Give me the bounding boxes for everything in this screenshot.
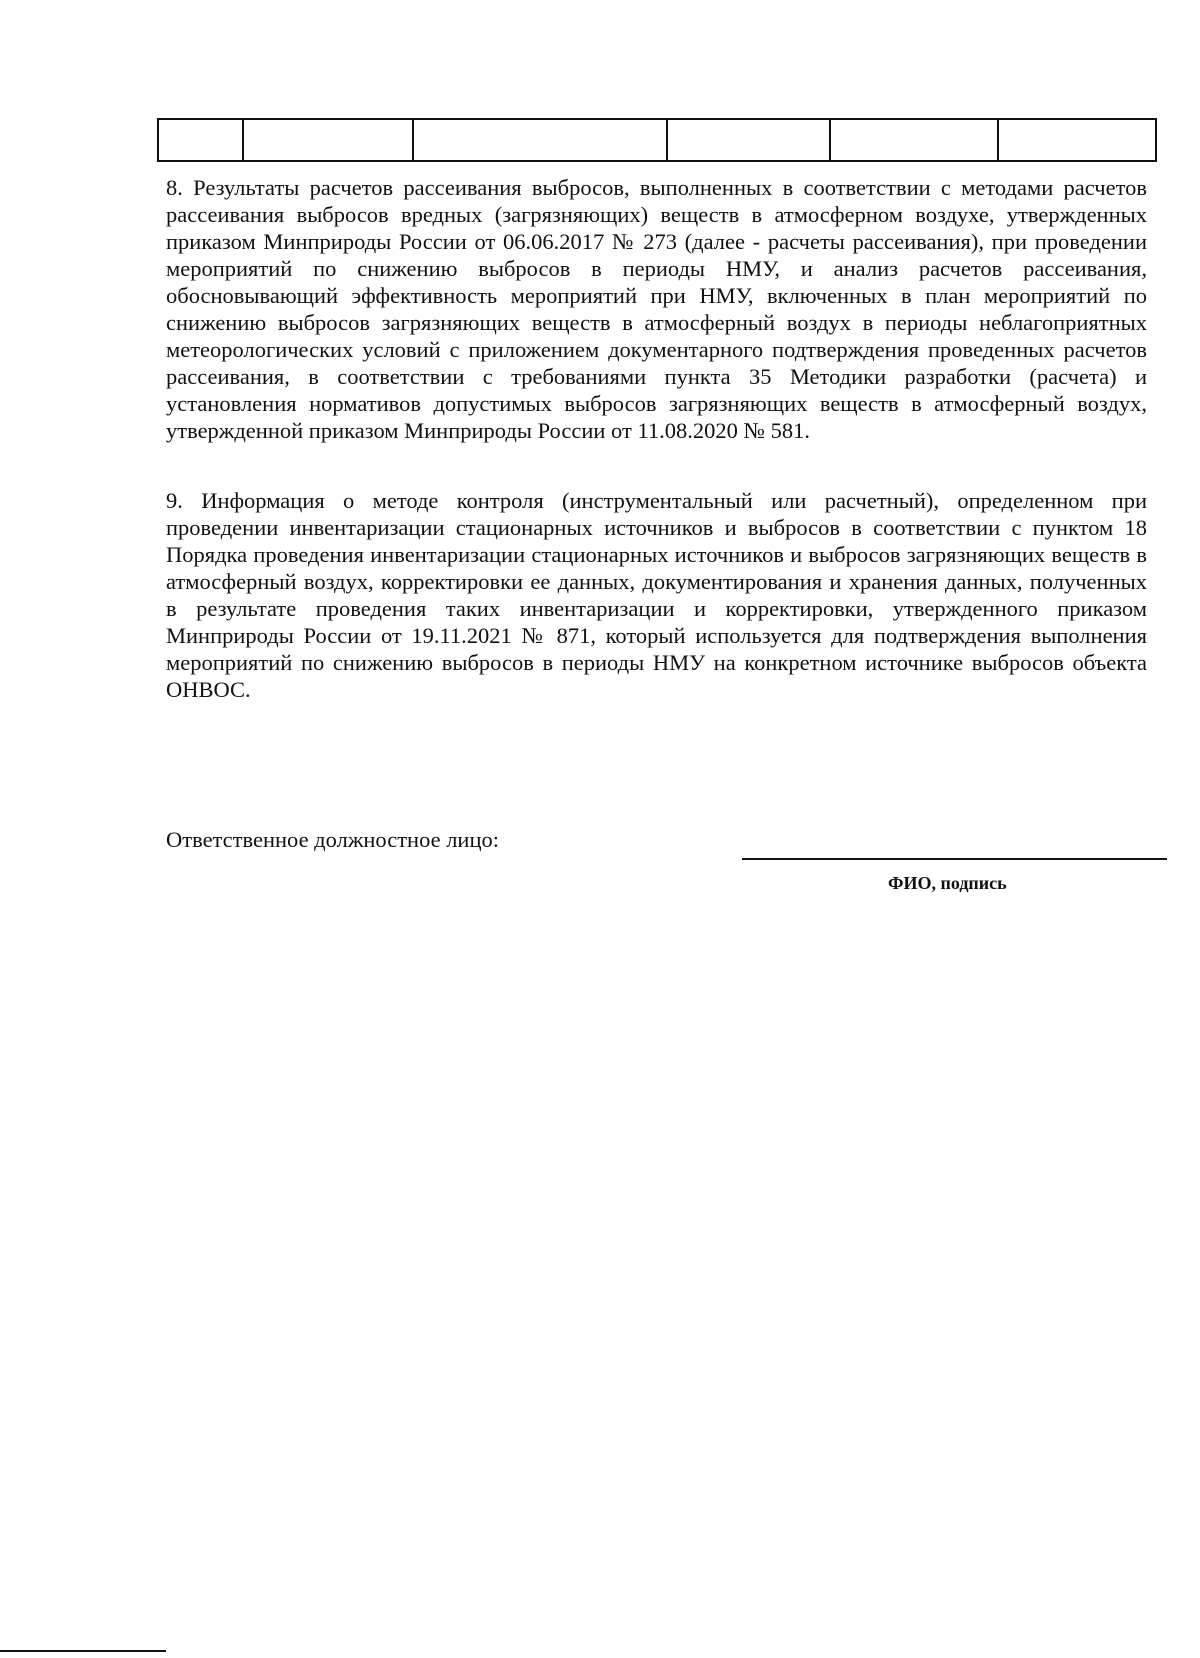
scan-edge-mark	[0, 1650, 166, 1652]
table-cell	[998, 119, 1156, 161]
table-cell	[413, 119, 667, 161]
table-cell	[667, 119, 830, 161]
table-cell	[243, 119, 413, 161]
paragraph-9: 9. Информация о методе контроля (инструментальный или расчетный), определенном при проведении инвентаризации стационарных источников и выбросов в соответствии с пунктом 18 Порядка проведения инвентаризации стационарных источников и выбросов загрязняющих веществ в атмосферный воздух, корректировки ее данных, документирования и хранения данных, полученных в результате проведения таких инвентаризации и корректировки, утвержденного приказом Минприроды России от 19.11.2021 № 871, который используется для подтверждения выполнения мероприятий по снижению выбросов в периоды НМУ на конкретном источнике выбросов объекта ОНВОС.	[166, 488, 1147, 702]
table-cell	[830, 119, 998, 161]
paragraph-8: 8. Результаты расчетов рассеивания выбросов, выполненных в соответствии с методами расчетов рассеивания выбросов вредных (загрязняющих) веществ в атмосферном воздухе, утвержденных приказом Минприроды России от 06.06.2017 № 273 (далее - расчеты рассеивания), при проведении мероприятий по снижению выбросов в периоды НМУ, и анализ расчетов рассеивания, обосновывающий эффективность мероприятий при НМУ, включенных в план мероприятий по снижению выбросов загрязняющих веществ в атмосферный воздух в периоды неблагоприятных метеорологических условий с приложением документарного подтверждения проведенных расчетов рассеивания, в соответствии с требованиями пункта 35 Методики разработки (расчета) и установления нормативов допустимых выбросов загрязняющих веществ в атмосферный воздух, утвержденной приказом Минприроды России от 11.08.2020 № 581.	[166, 175, 1147, 443]
signature-line	[742, 858, 1167, 860]
table-row	[158, 119, 1156, 161]
signature-caption: ФИО, подпись	[888, 873, 1007, 893]
table-cell	[158, 119, 243, 161]
empty-table-row	[157, 118, 1157, 162]
responsible-person-label: Ответственное должностное лицо:	[166, 827, 500, 852]
